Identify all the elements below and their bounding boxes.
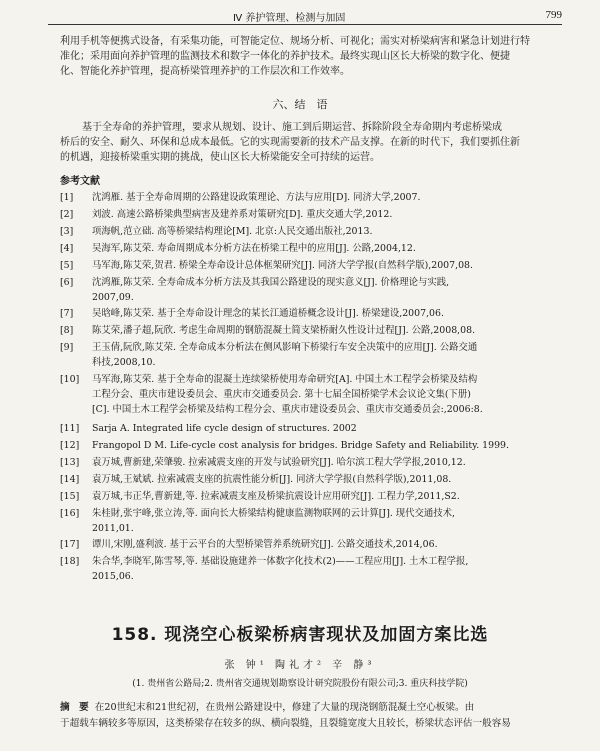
conclusion-paragraph <box>60 120 560 165</box>
intro-line: 化、智能化养护管理，提高桥梁管理养护的工作层次和工作效率。 <box>60 66 350 77</box>
running-header <box>48 8 562 25</box>
reference-item: [3] 项海帆,范立础. 高等桥梁结构理论[M]. 北京:人民交通出版社,2013. <box>60 226 373 237</box>
reference-item: [7] 吴晗峰,陈艾荣. 基于全寿命设计理念的某长江通道桥概念设计[J]. 桥梁建设,2007,06. <box>60 308 444 319</box>
intro-line: 准化；采用面向养护管理的监测技术和数字一体化的养护技术。最终实现山区长大桥梁的数字化、便捷 <box>60 51 510 62</box>
article-title: 158. 现浇空心板梁桥病害现状及加固方案比选 <box>111 625 489 645</box>
reference-item: [13] 袁万城,曹新建,荣肇骏. 拉索减震支座的开发与试验研究[J]. 哈尔滨工程大学学报,2010,12. <box>60 457 466 468</box>
reference-item: [9] 王玉倩,阮欣,陈艾荣. 全寿命成本分析法在侧风影响下桥梁行车安全决策中的应用[J]. 公路交通 科技,2008,10. <box>60 342 478 368</box>
reference-item: [12] Frangopol D M. Life-cycle cost analysis for bridges. Bridge Safety and Reliability. 1999. <box>60 440 510 451</box>
conclusion-line: 基于全寿命的养护管理，要求从规划、设计、施工到后期运营、拆除阶段全寿命期内考虑桥梁成 <box>82 122 502 133</box>
references-heading: 参考文献 <box>60 176 100 187</box>
reference-item: [16] 朱桂財,张宇峰,张立涛,等. 面向长大桥梁结构健康监测物联网的云计算[J]. 现代交通技术, 2011,01. <box>60 508 456 534</box>
reference-item: [15] 袁万城,韦正华,曹新建,等. 拉索减震支座及桥梁抗震设计应用研究[J]. 工程力学,2011,S2. <box>60 491 460 502</box>
header-section-title: Ⅳ 养护管理、检测与加固 <box>233 13 346 24</box>
reference-item: [14] 袁万城,王斌斌. 拉索减震支座的抗震性能分析[J]. 同济大学学报(自然科学版),2011,08. <box>60 474 452 485</box>
conclusion-line: 的机遇，迎接桥梁重实期的挑战，使山区长大桥梁能安全可持续的运营。 <box>60 152 380 163</box>
abstract-label: 摘 要 <box>60 702 89 713</box>
article-affiliations: (1. 贵州省公路局;2. 贵州省交通规划勘察设计研究院股份有限公司;3. 重庆科技学院) <box>132 679 468 689</box>
reference-item: [2] 刘波. 高速公路桥梁典型病害及建养系对策研究[D]. 重庆交通大学,2012. <box>60 209 393 220</box>
reference-item: [6] 沈鸿雁,陈艾荣. 全寿命成本分析方法及其我国公路建设的现实意义[J]. 价格理论与实践, 2007,09. <box>60 277 450 303</box>
article-authors: 张 钟¹ 陶礼才² 辛 静³ <box>224 660 376 671</box>
conclusion-line: 桥后的安全、耐久、环保和总成本最低。它的实现需要新的技术产品支撑。在新的时代下，我们要抓住新 <box>60 137 520 148</box>
conclusion-heading: 六、结 语 <box>272 98 328 111</box>
intro-line: 利用手机等便携式设备，有采集功能，可智能定位、规场分析、可视化；需实对桥梁病害和紧急计划进行特 <box>60 36 530 47</box>
page-number: 799 <box>545 9 562 21</box>
reference-item: [8] 陈艾荣,潘子超,阮欣. 考虑生命周期的钢筋混凝土简支梁桥耐久性设计过程[J]. 公路,2008,08. <box>60 325 476 336</box>
abstract <box>60 700 562 732</box>
intro-paragraph <box>60 34 560 79</box>
abstract-line <box>60 700 562 716</box>
reference-item: [4] 吴海军,陈艾荣. 寿命周期成本分析方法在桥梁工程中的应用[J]. 公路,2004,12. <box>60 243 416 254</box>
abstract-line: 于超载车辆较多等原因，这类桥梁存在较多的纵、横向裂缝，且裂缝宽度大且较长，桥梁状态评估一般容易 <box>60 718 511 729</box>
reference-item: [18] 朱合华,李晓军,陈雪琴,等. 基础设施建养一体数字化技术(2)——工程应用[J]. 土木工程学报, 2015,06. <box>60 556 469 582</box>
reference-item: [17] 谭川,宋刚,盛利波. 基于云平台的大型桥梁管养系统研究[J]. 公路交通技术,2014,06. <box>60 539 438 550</box>
abstract-text: 在20世纪末和21世纪初，在贵州公路建设中，修建了大量的现浇钢筋混凝土空心板梁。由 <box>94 702 475 713</box>
reference-item: [5] 马军海,陈艾荣,贺君. 桥梁全寿命设计总体框架研究[J]. 同济大学学报(自然科学版),2007,08. <box>60 260 473 271</box>
reference-item: [10] 马军海,陈艾荣. 基于全寿命的混凝土连续梁桥使用寿命研究[A]. 中国土木工程学会桥梁及结构 工程分会、重庆市建设委员会、重庆市交通委员会. 第十七届全国桥梁学术会议论文集(下册) [C]. 中国土木工程学会桥梁及结构工程分会、重庆市建设委员会、重庆市交通委员会:,2006:8. <box>60 374 483 415</box>
reference-item: [11] Sarja A. Integrated life cycle design of structures. 2002 <box>60 423 357 434</box>
reference-item: [1] 沈鸿雁. 基于全寿命周期的公路建设政策理论、方法与应用[D]. 同济大学,2007. <box>60 192 421 203</box>
